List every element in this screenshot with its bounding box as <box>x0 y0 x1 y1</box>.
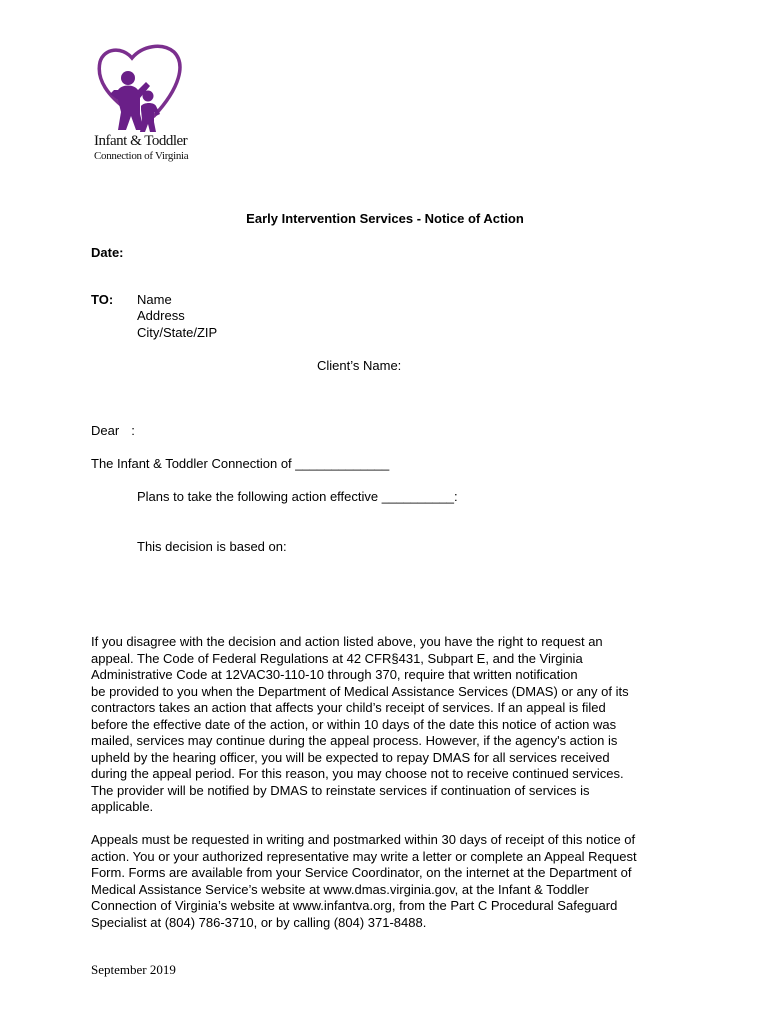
paragraph-line: Medical Assistance Service’s website at www.dmas.virginia.gov, at the Infant & Toddler <box>91 881 589 897</box>
paragraph-line: Appeals must be requested in writing and postmarked within 30 days of receipt of this notice of <box>91 832 636 847</box>
paragraph-line: Administrative Code at 12VAC30-110-10 through 370, require that written notification <box>91 667 578 682</box>
connection-line: The Infant & Toddler Connection of _____________ <box>91 456 390 471</box>
paragraph-line: during the appeal period. For this reason, you may choose not to receive continued services. <box>91 766 624 781</box>
logo-subtitle: Connection of Virginia <box>94 150 189 162</box>
organization-logo <box>88 44 203 170</box>
salutation-dear: Dear <box>91 423 120 438</box>
paragraph-line: action. You or your authorized representative may write a letter or complete an Appeal Request <box>91 848 637 864</box>
appeal-request-paragraph <box>91 832 691 931</box>
paragraph-line: Form. Forms are available from your Service Coordinator, on the internet at the Department of <box>91 865 632 880</box>
client-name-label: Client’s Name: <box>317 358 402 373</box>
footer-date: September 2019 <box>91 962 176 977</box>
paragraph-line: Specialist at (804) 786-3710, or by calling (804) 371-8488. <box>91 914 427 930</box>
paragraph-line: mailed, services may continue during the appeal process. However, if the agency's action is <box>91 733 618 748</box>
page-title: Early Intervention Services - Notice of Action <box>246 211 524 226</box>
paragraph-line: contractors takes an action that affects your child’s receipt of services. If an appeal is filed <box>91 700 606 715</box>
logo-title: Infant & Toddler <box>94 133 188 149</box>
paragraph-line: before the effective date of the action, or within 10 days of the date this notice of action was <box>91 716 617 732</box>
recipient-address: Address <box>137 308 185 323</box>
salutation <box>91 423 135 440</box>
paragraph-line: Connection of Virginia’s website at www.infantva.org, from the Part C Procedural Safeguard <box>91 898 618 913</box>
paragraph-line: be provided to you when the Department of Medical Assistance Services (DMAS) or any of its <box>91 683 629 699</box>
paragraph-line: upheld by the hearing officer, you will be expected to repay DMAS for all services received <box>91 749 610 765</box>
paragraph-line: The provider will be notified by DMAS to reinstate services if continuation of services is <box>91 782 590 798</box>
recipient-name: Name <box>137 292 172 307</box>
paragraph-line: applicable. <box>91 799 154 814</box>
decision-line: This decision is based on: <box>137 539 287 554</box>
paragraph-line: appeal. The Code of Federal Regulations at 42 CFR§431, Subpart E, and the Virginia <box>91 650 583 666</box>
salutation-colon: : <box>131 423 135 438</box>
plans-line: Plans to take the following action effective __________: <box>137 489 458 504</box>
paragraph-line: If you disagree with the decision and action listed above, you have the right to request an <box>91 634 603 649</box>
date-label: Date: <box>91 245 124 260</box>
heart-family-icon <box>88 44 203 134</box>
appeal-rights-paragraph <box>91 634 691 816</box>
to-label: TO: <box>91 292 114 307</box>
recipient-city-state-zip: City/State/ZIP <box>137 325 218 340</box>
